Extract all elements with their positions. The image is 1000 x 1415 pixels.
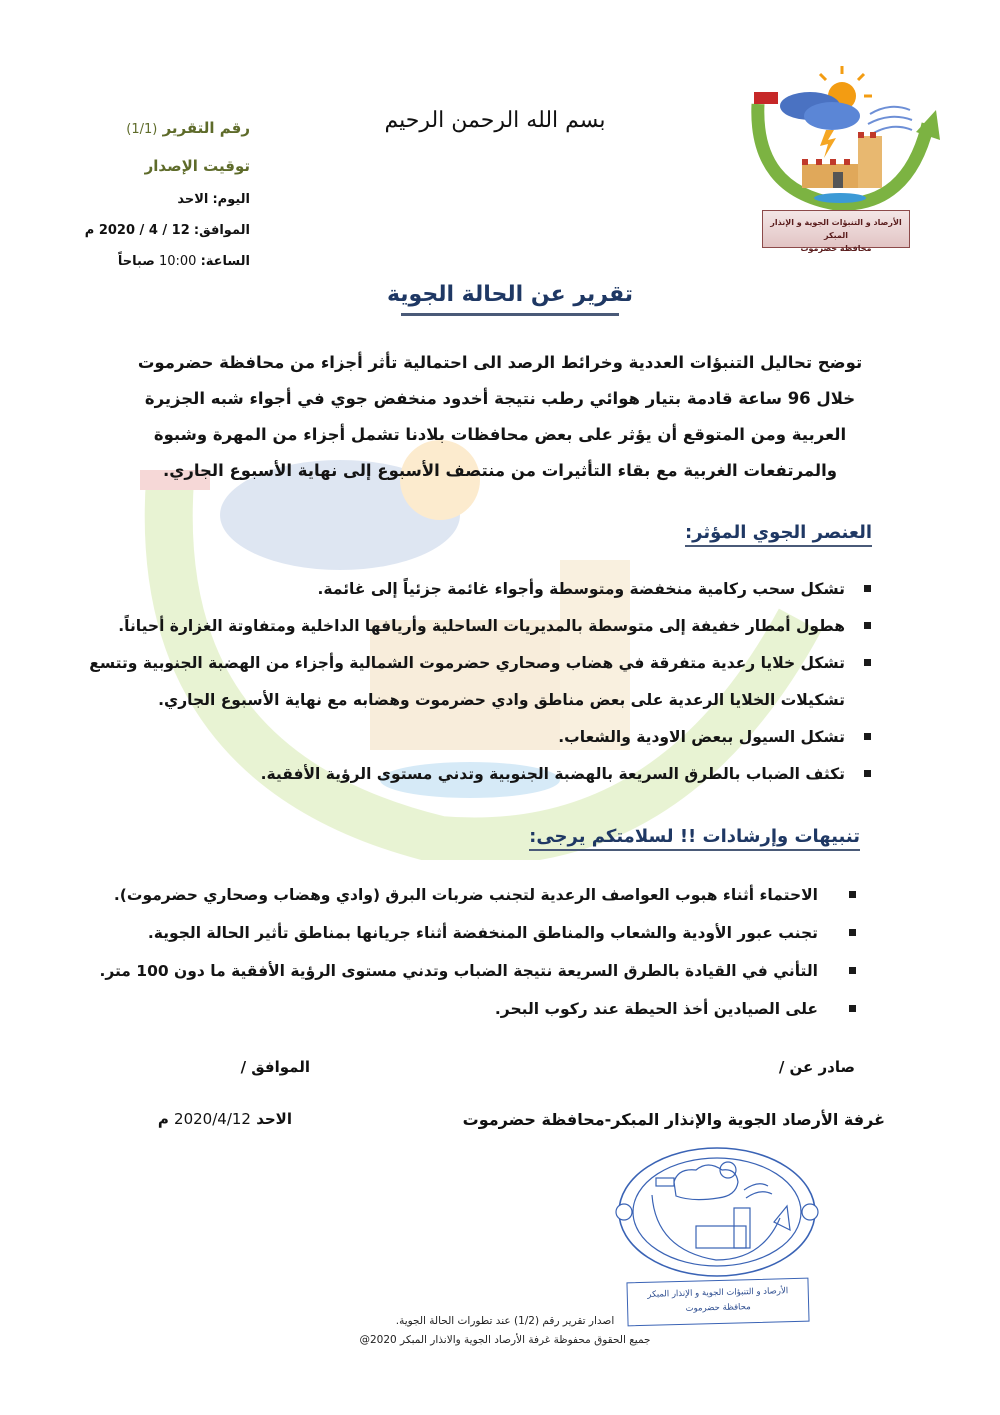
intro-line: خلال 96 ساعة قادمة بتيار هوائي رطب نتيجة أخدود منخفض جوي في أجواء شبه الجزيرة — [144, 389, 856, 408]
official-stamp — [612, 1140, 822, 1330]
report-title-text: تقرير عن الحالة الجوية — [386, 282, 634, 307]
report-number — [60, 114, 250, 148]
bullet-square-icon — [849, 1005, 856, 1012]
intro-paragraph — [120, 345, 880, 489]
bullet-square-icon — [849, 929, 856, 936]
bullet-square-icon — [864, 659, 871, 666]
intro-line: العربية ومن المتوقع أن يؤثر على بعض محافظات بلادنا تشمل أجزاء من المهرة وشبوة — [153, 425, 847, 444]
issued-by-label: صادر عن / — [778, 1058, 855, 1076]
list-item-text: على الصيادين أخذ الحيطة عند ركوب البحر. — [494, 1000, 818, 1018]
day-value: الاحد — [177, 192, 209, 207]
stamp-caption-line2: محافظة حضرموت — [685, 1302, 751, 1314]
list-item — [80, 956, 860, 994]
stamp-seal-icon — [612, 1140, 822, 1290]
stamp-caption-line1: الأرصاد و التنبؤات الجوية و الإنذار المبكر — [647, 1286, 789, 1300]
bullet-square-icon — [849, 891, 856, 898]
time-line — [60, 246, 250, 277]
weather-section-heading: العنصر الجوي المؤثر: — [685, 522, 872, 547]
list-item — [75, 759, 875, 796]
day-label: اليوم: — [212, 192, 250, 207]
report-number-value: (1/1) — [126, 122, 158, 137]
list-item — [80, 918, 860, 956]
list-item-continuation — [75, 685, 875, 722]
signature-day: الاحد — [256, 1110, 292, 1128]
weather-elements-list — [75, 574, 875, 796]
list-item-text: تجنب عبور الأودية والشعاب والمناطق المنخفضة أثناء جريانها بمناطق تأثير الحالة الجوية. — [147, 924, 818, 942]
list-item-text: تشكل خلايا رعدية متفرقة في هضاب وصحاري حضرموت الشمالية وأجزاء من الهضبة الجنوبية وتتسع — [89, 654, 845, 672]
logo-caption-line1: الأرصاد و التنبؤات الجوية و الإنذار المبكر — [770, 218, 902, 240]
title-underline — [401, 313, 619, 316]
list-item-text: هطول أمطار خفيفة إلى متوسطة بالمديريات الساحلية وأريافها الداخلية ومتفاوتة الغزارة أحياناً. — [118, 617, 845, 635]
day-line — [60, 184, 250, 215]
list-item — [80, 880, 860, 918]
advice-section-heading: تنبيهات وإرشادات !! لسلامتكم يرجى: — [529, 826, 860, 851]
time-value: 10:00 — [158, 254, 197, 269]
basmala: بسم الله الرحمن الرحيم — [384, 108, 606, 133]
intro-line: والمرتفعات الغربية مع بقاء التأثيرات من منتصف الأسبوع إلى نهاية الأسبوع الجاري. — [162, 461, 838, 480]
time-suffix: صباحاً — [117, 254, 155, 269]
list-item-text: تكثف الضباب بالطرق السريعة بالهضبة الجنوبية وتدني مستوى الرؤية الأفقية. — [260, 765, 845, 783]
intro-line: توضح تحاليل التنبؤات العددية وخرائط الرصد الى احتمالية تأثر أجزاء من محافظة حضرموت — [137, 353, 863, 372]
list-item-text: تشكيلات الخلايا الرعدية على بعض مناطق وادي حضرموت وهضابه مع نهاية الأسبوع الجاري. — [158, 691, 845, 709]
list-item-text: التأني في القيادة بالطرق السريعة نتيجة الضباب وتدني مستوى الرؤية الأفقية ما دون 100 متر. — [99, 962, 818, 980]
bullet-square-icon — [864, 733, 871, 740]
agreed-label: الموافق / — [240, 1058, 310, 1076]
weather-logo-icon — [740, 62, 940, 212]
organization-name: غرفة الأرصاد الجوية والإنذار المبكر-محافظة حضرموت — [462, 1110, 885, 1129]
footer-notes — [300, 1312, 710, 1350]
bullet-square-icon — [864, 770, 871, 777]
footer-copyright: جميع الحقوق محفوظة غرفة الأرصاد الجوية والانذار المبكر 2020@ — [359, 1334, 651, 1346]
list-item — [75, 722, 875, 759]
advice-list — [80, 880, 860, 1032]
list-item — [75, 574, 875, 611]
signature-date — [158, 1110, 292, 1128]
list-item — [75, 648, 875, 685]
date-line — [60, 215, 250, 246]
report-title — [380, 282, 640, 316]
list-item-text: تشكل السيول ببعض الاودية والشعاب. — [558, 728, 845, 746]
date-value: 12 / 4 / 2020 م — [84, 223, 190, 238]
list-item-text: تشكل سحب ركامية منخفضة ومتوسطة وأجواء غائمة جزئياً إلى غائمة. — [317, 580, 845, 598]
report-meta — [60, 114, 250, 277]
bullet-square-icon — [864, 585, 871, 592]
list-item — [80, 994, 860, 1032]
signature-date-suffix: م — [157, 1110, 169, 1128]
logo-caption-line2: محافظة حضرموت — [800, 244, 872, 253]
date-label: الموافق: — [193, 223, 250, 238]
signature-date-value: 2020/4/12 — [174, 1110, 251, 1128]
bullet-square-icon — [864, 622, 871, 629]
report-number-label: رقم التقرير — [162, 119, 250, 137]
organization-logo — [740, 62, 940, 257]
footer-next-report: اصدار تقرير رقم (1/2) عند تطورات الحالة الجوية. — [395, 1315, 615, 1327]
logo-caption — [762, 210, 910, 253]
bullet-square-icon — [849, 967, 856, 974]
time-label: الساعة: — [200, 254, 250, 269]
list-item — [75, 611, 875, 648]
issue-time-label: توقيت الإصدار — [144, 157, 250, 175]
list-item-text: الاحتماء أثناء هبوب العواصف الرعدية لتجنب ضربات البرق (وادي وهضاب وصحاري حضرموت). — [113, 886, 818, 904]
